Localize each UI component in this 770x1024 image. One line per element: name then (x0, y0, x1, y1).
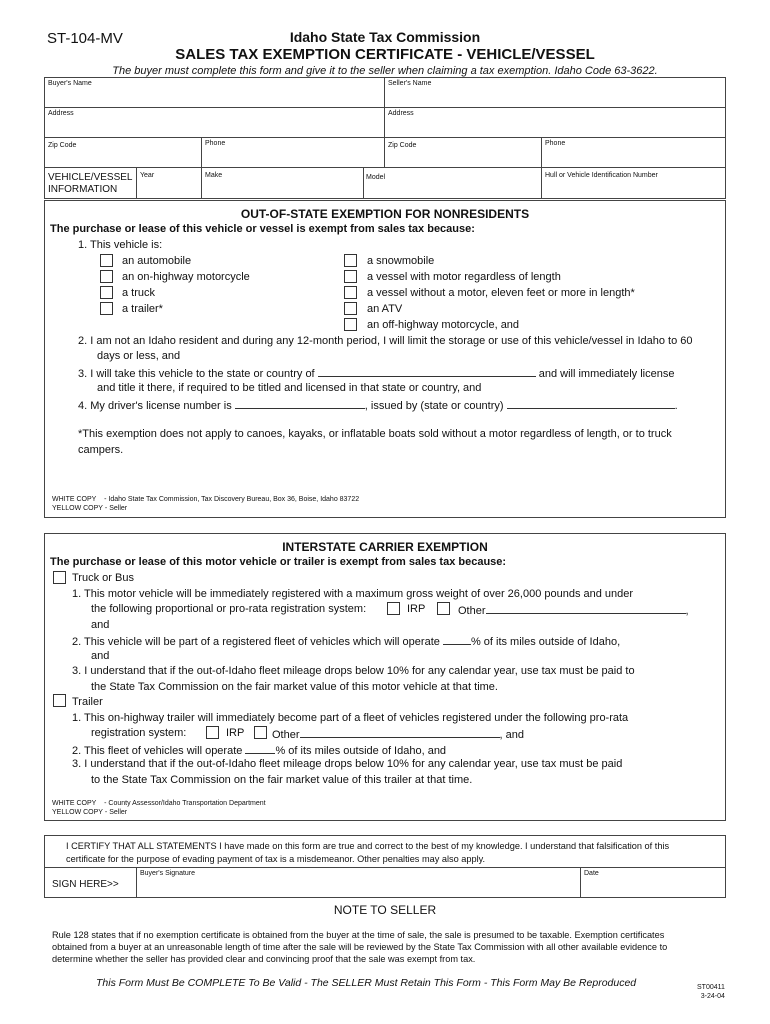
checkbox-trailer-interstate[interactable] (53, 694, 66, 707)
option-automobile: an automobile (122, 255, 192, 267)
buyer-signature-field[interactable]: Buyer's Signature (140, 870, 196, 877)
out-of-state-intro: The purchase or lease of this vehicle or vessel is exempt from sales tax because: (50, 223, 475, 235)
footer-code: ST00411 3-24-04 (697, 984, 725, 1000)
item3-text: 3. I will take this vehicle to the state or country of and will immediately license (78, 368, 675, 380)
buyer-address-field[interactable]: Address (48, 110, 74, 117)
copy-yellow-1: YELLOW COPY - Seller (52, 505, 128, 512)
checkbox-vessel-no-motor[interactable] (344, 286, 357, 299)
option-truck: a truck (122, 287, 156, 299)
option-off-highway-motorcycle: an off-highway motorcycle, and (367, 319, 520, 331)
checkbox-automobile[interactable] (100, 254, 113, 267)
option-snowmobile: a snowmobile (367, 255, 435, 267)
truck-and-1: and (91, 619, 110, 631)
truck-item1: 1. This motor vehicle will be immediately registered with a maximum gross weight of over 26,000 pounds and under (72, 588, 634, 600)
checkbox-snowmobile[interactable] (344, 254, 357, 267)
interstate-title: INTERSTATE CARRIER EXEMPTION (282, 540, 488, 554)
checkbox-trailer-other[interactable] (254, 726, 267, 739)
checkbox-trailer[interactable] (100, 302, 113, 315)
checkbox-vessel-motor[interactable] (344, 270, 357, 283)
truck-or-bus-label: Truck or Bus (72, 572, 134, 584)
trailer-other-input[interactable] (300, 727, 500, 738)
option-trailer: a trailer* (122, 303, 163, 315)
copy-white-1: WHITE COPY - Idaho State Tax Commission, Tax Discovery Bureau, Box 36, Boise, Idaho 83722 (52, 496, 360, 503)
option-atv: an ATV (367, 303, 403, 315)
checkbox-truck-irp[interactable] (387, 602, 400, 615)
option-vessel-motor: a vessel with motor regardless of length (367, 271, 561, 283)
truck-item1-cont: the following proportional or pro-rata registration system: (91, 603, 367, 615)
buyers-name-field[interactable]: Buyer's Name (48, 80, 92, 87)
exemption-note: *This exemption does not apply to canoes, kayaks, or inflatable boats sold without a motor regardless of length, or to truck (78, 428, 672, 440)
truck-other-input[interactable] (486, 603, 686, 614)
drivers-license-input[interactable] (235, 398, 365, 409)
sign-here-label: SIGN HERE>> (52, 879, 119, 890)
checkbox-truck-other[interactable] (437, 602, 450, 615)
trailer-item2: 2. This fleet of vehicles will operate % of its miles outside of Idaho, and (72, 745, 447, 757)
checkbox-truck-or-bus[interactable] (53, 571, 66, 584)
truck-item3: 3. I understand that if the out-of-Idaho fleet mileage drops below 10% for any calendar year, use tax must be paid to (72, 665, 635, 677)
option-on-highway-motorcycle: an on-highway motorcycle (122, 271, 250, 283)
sellers-name-field[interactable]: Seller's Name (388, 80, 432, 87)
item2-text: 2. I am not an Idaho resident and during any 12-month period, I will limit the storage or use of this vehicle/vessel in Idaho to 60 (78, 335, 693, 347)
copy-yellow-2: YELLOW COPY - Seller (52, 809, 128, 816)
date-field[interactable]: Date (584, 870, 599, 877)
copy-white-2: WHITE COPY - County Assessor/Idaho Transportation Department (52, 800, 266, 807)
checkbox-atv[interactable] (344, 302, 357, 315)
trailer-item1: 1. This on-highway trailer will immediately become part of a fleet of vehicles registered under the following pro-rata (72, 712, 629, 724)
trailer-other-label: Other , and (272, 729, 524, 741)
checkbox-off-highway-motorcycle[interactable] (344, 318, 357, 331)
checkbox-trailer-irp[interactable] (206, 726, 219, 739)
truck-item2: 2. This vehicle will be part of a registered fleet of vehicles which will operate % of its miles outside of Idaho, (72, 636, 621, 648)
truck-irp-label: IRP (407, 603, 426, 615)
seller-phone-field[interactable]: Phone (545, 140, 566, 147)
exemption-note-cont: campers. (78, 444, 124, 456)
trailer-percent-input[interactable] (245, 743, 275, 754)
year-field[interactable]: Year (140, 172, 155, 179)
seller-zip-field[interactable]: Zip Code (388, 142, 417, 149)
note-to-seller-title: NOTE TO SELLER (333, 903, 437, 917)
buyer-zip-field[interactable]: Zip Code (48, 142, 77, 149)
footer-text: This Form Must Be COMPLETE To Be Valid - The SELLER Must Retain This Form - This Form May Be Reproduced (96, 977, 637, 989)
vehicle-info-label: VEHICLE/VESSEL INFORMATION (48, 172, 133, 195)
checkbox-truck[interactable] (100, 286, 113, 299)
model-field[interactable]: Model (366, 174, 386, 181)
item2-text-cont: days or less, and (97, 350, 181, 362)
make-field[interactable]: Make (205, 172, 223, 179)
item3-text-cont: and title it there, if required to be titled and licensed in that state or country, and (97, 382, 482, 394)
certify-statement: I CERTIFY THAT ALL STATEMENTS I have made on this form are true and correct to the best of my knowledge. I understand that falsification of this certificate for the purpose of evading payment of tax is a misdemeanor. Other penalties may also apply. (66, 841, 670, 864)
trailer-label: Trailer (72, 696, 103, 708)
interstate-intro: The purchase or lease of this motor vehicle or trailer is exempt from sales tax because: (50, 556, 507, 568)
trailer-irp-label: IRP (226, 727, 245, 739)
checkbox-on-highway-motorcycle[interactable] (100, 270, 113, 283)
option-vessel-no-motor: a vessel without a motor, eleven feet or more in length* (367, 287, 635, 299)
license-state-input[interactable] (507, 398, 675, 409)
agency-name: Idaho State Tax Commission (289, 29, 481, 45)
out-of-state-title: OUT-OF-STATE EXEMPTION FOR NONRESIDENTS (240, 207, 530, 221)
trailer-item3: 3. I understand that if the out-of-Idaho fleet mileage drops below 10% for any calendar year, use tax must be paid (72, 758, 623, 770)
form-number: ST-104-MV (47, 30, 123, 47)
destination-state-input[interactable] (318, 366, 536, 377)
item1-label: 1. This vehicle is: (78, 239, 163, 251)
hull-vin-field[interactable]: Hull or Vehicle Identification Number (545, 172, 658, 179)
truck-item3-cont: the State Tax Commission on the fair market value of this motor vehicle at that time. (91, 681, 498, 693)
truck-percent-input[interactable] (443, 634, 471, 645)
item4-text: 4. My driver's license number is , issued by (state or country) . (78, 400, 678, 412)
note-to-seller-text: Rule 128 states that if no exemption certificate is obtained from the buyer at the time of sale, the sale is presumed to be taxable. Exemption certificates obtained from a buyer at an unreasonable length of time after the sale will be reviewed by the State Tax Commission with all other available evidence to determine whether the seller has provided clear and convincing proof that the sale was exempt from tax. (52, 930, 668, 964)
page-title: SALES TAX EXEMPTION CERTIFICATE - VEHICLE/VESSEL (175, 46, 595, 63)
truck-and-2: and (91, 650, 110, 662)
trailer-item1-cont: registration system: (91, 727, 187, 739)
page-subtitle: The buyer must complete this form and give it to the seller when claiming a tax exemption. Idaho Code 63-3622. (112, 65, 658, 77)
seller-address-field[interactable]: Address (388, 110, 414, 117)
truck-other-label: Other , (458, 605, 689, 617)
buyer-phone-field[interactable]: Phone (205, 140, 226, 147)
trailer-item3-cont: to the State Tax Commission on the fair market value of this trailer at that time. (91, 774, 473, 786)
